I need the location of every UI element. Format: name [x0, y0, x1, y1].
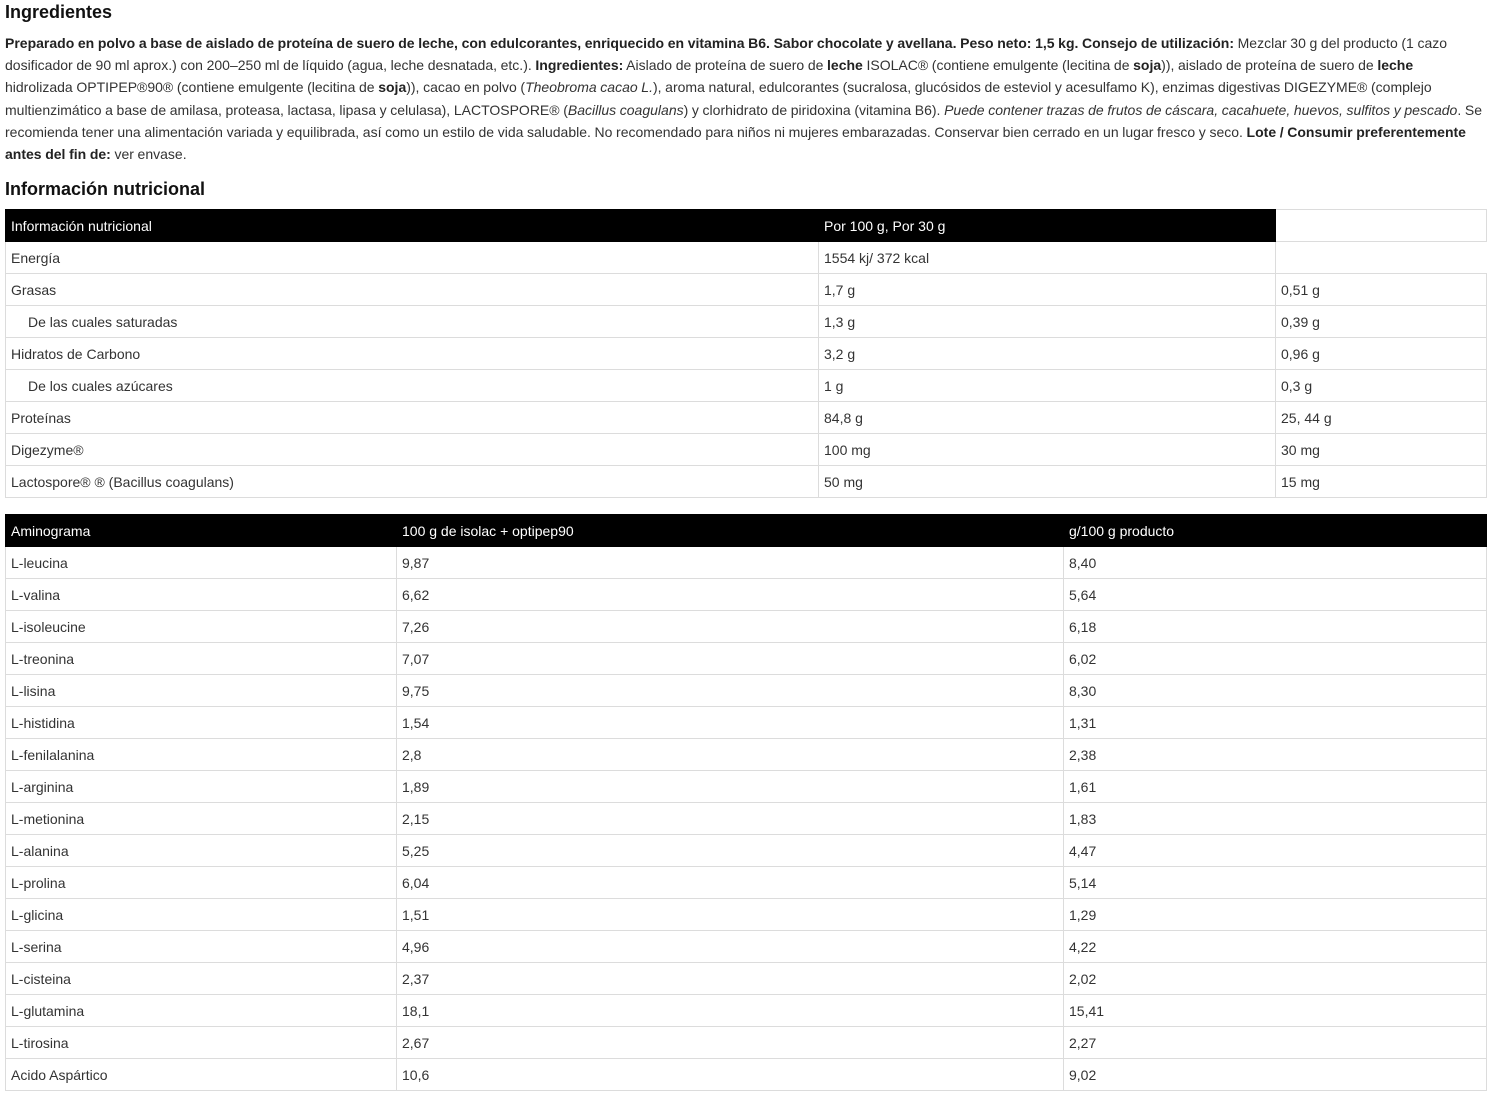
allergen-soja: soja [1133, 57, 1162, 74]
value-isolac-optipep: 6,62 [397, 579, 1064, 611]
table-row [6, 771, 1487, 803]
ingredients-text: ISOLAC® (contiene emulgente (lecitina de [862, 57, 1134, 74]
lot-label: Lote / Consumir preferentemente antes del fin de: [5, 123, 1466, 163]
value-isolac-optipep: 18,1 [397, 995, 1064, 1027]
column-header: Información nutricional [6, 210, 819, 242]
table-row [6, 242, 1487, 274]
value-per-100g: 1 g [819, 370, 1276, 402]
amino-acid-name: L-arginina [6, 771, 397, 803]
table-row [6, 402, 1487, 434]
amino-acid-name: L-metionina [6, 803, 397, 835]
value-isolac-optipep: 2,8 [397, 739, 1064, 771]
value-isolac-optipep: 7,26 [397, 611, 1064, 643]
species-name: Bacillus coagulans [567, 101, 684, 118]
amino-acid-name: L-tirosina [6, 1027, 397, 1059]
amino-acid-name: Acido Aspártico [6, 1059, 397, 1091]
amino-acid-name: L-treonina [6, 643, 397, 675]
value-per-100g-product: 15,41 [1064, 995, 1487, 1027]
table-row [6, 1059, 1487, 1091]
value-per-100g-product: 6,02 [1064, 643, 1487, 675]
aminogram-table-body [6, 547, 1487, 1091]
value-per-100g-product: 1,83 [1064, 803, 1487, 835]
table-row [6, 547, 1487, 579]
value-isolac-optipep: 1,89 [397, 771, 1064, 803]
ingredients-text: ), aroma natural, edulcorantes (sucralosa, glucósidos de esteviol y acesulfamo K), enzimas digestivas DIGEZYME® (complejo multienzimático a base de amilasa, proteasa, lactasa, lipasa y celulasa), LACTOSPORE® ( [5, 79, 1432, 118]
amino-acid-name: L-isoleucine [6, 611, 397, 643]
value-isolac-optipep: 5,25 [397, 835, 1064, 867]
value-isolac-optipep: 2,67 [397, 1027, 1064, 1059]
value-per-30g [1276, 242, 1487, 274]
ingredients-paragraph [5, 32, 1483, 165]
column-header-empty [1276, 210, 1487, 242]
value-isolac-optipep: 9,75 [397, 675, 1064, 707]
amino-acid-name: L-cisteina [6, 963, 397, 995]
nutrient-name: De los cuales azúcares [6, 370, 819, 402]
value-isolac-optipep: 1,54 [397, 707, 1064, 739]
value-per-100g: 100 mg [819, 434, 1276, 466]
table-row [6, 611, 1487, 643]
nutrient-name: Digezyme® [6, 434, 819, 466]
value-per-100g-product: 2,38 [1064, 739, 1487, 771]
value-per-100g-product: 5,14 [1064, 867, 1487, 899]
value-per-100g-product: 2,02 [1064, 963, 1487, 995]
nutrient-name: De las cuales saturadas [6, 306, 819, 338]
value-per-100g: 1,7 g [819, 274, 1276, 306]
amino-acid-name: L-leucina [6, 547, 397, 579]
value-per-30g: 15 mg [1276, 466, 1487, 498]
value-per-100g: 1,3 g [819, 306, 1276, 338]
table-row [6, 835, 1487, 867]
value-isolac-optipep: 2,15 [397, 803, 1064, 835]
ingredients-text: . Se recomienda tener una alimentación variada y equilibrada, así como un estilo de vida saludable. No recomendado para niños ni mujeres embarazadas. Conservar bien cerrado en un lugar fresco y seco. [5, 101, 1482, 140]
allergen-leche: leche [827, 57, 863, 74]
table-row [6, 274, 1487, 306]
ingredients-text: )), cacao en polvo ( [406, 79, 526, 96]
value-per-100g-product: 1,61 [1064, 771, 1487, 803]
value-per-100g-product: 6,18 [1064, 611, 1487, 643]
value-per-100g: 3,2 g [819, 338, 1276, 370]
table-row [6, 370, 1487, 402]
amino-acid-name: L-histidina [6, 707, 397, 739]
value-per-30g: 0,51 g [1276, 274, 1487, 306]
amino-acid-name: L-alanina [6, 835, 397, 867]
nutrition-table [5, 209, 1487, 498]
table-row [6, 707, 1487, 739]
allergen-leche: leche [1377, 57, 1414, 74]
amino-acid-name: L-lisina [6, 675, 397, 707]
table-row [6, 739, 1487, 771]
value-isolac-optipep: 6,04 [397, 867, 1064, 899]
table-row [6, 675, 1487, 707]
product-description-bold: Preparado en polvo a base de aislado de proteína de suero de leche, con edulcorantes, enriquecido en vitamina B6. Sabor chocolate y avellana. Peso neto: 1,5 kg. Consejo de utilización: [5, 35, 1234, 51]
value-per-100g-product: 1,31 [1064, 707, 1487, 739]
species-name: Theobroma cacao L. [525, 79, 653, 96]
table-row [6, 306, 1487, 338]
value-isolac-optipep: 1,51 [397, 899, 1064, 931]
table-row [6, 995, 1487, 1027]
ingredients-text: )), aislado de proteína de suero de [1161, 57, 1378, 74]
value-per-100g: 84,8 g [819, 402, 1276, 434]
value-per-100g-product: 8,30 [1064, 675, 1487, 707]
value-per-100g-product: 8,40 [1064, 547, 1487, 579]
amino-acid-name: L-glutamina [6, 995, 397, 1027]
table-row [6, 338, 1487, 370]
column-header: Por 100 g, Por 30 g [819, 210, 1276, 242]
ingredients-text: hidrolizada OPTIPEP®90® (contiene emulgente (lecitina de [5, 79, 379, 96]
amino-acid-name: L-fenilalanina [6, 739, 397, 771]
column-header: 100 g de isolac + optipep90 [397, 515, 1064, 547]
value-isolac-optipep: 10,6 [397, 1059, 1064, 1091]
amino-acid-name: L-glicina [6, 899, 397, 931]
value-per-30g: 30 mg [1276, 434, 1487, 466]
table-row [6, 643, 1487, 675]
nutrition-heading: Información nutricional [5, 179, 206, 200]
ingredients-label: Ingredientes: [535, 57, 624, 74]
table-row [6, 1027, 1487, 1059]
nutrient-name: Hidratos de Carbono [6, 338, 819, 370]
allergen-soja: soja [378, 79, 407, 96]
value-per-30g: 0,39 g [1276, 306, 1487, 338]
table-row [6, 803, 1487, 835]
usage-text: Mezclar 30 g del producto (1 cazo dosificador de 90 ml aprox.) con 200–250 ml de líquido (agua, leche desnatada, etc.). [5, 35, 1448, 74]
value-isolac-optipep: 4,96 [397, 931, 1064, 963]
value-isolac-optipep: 7,07 [397, 643, 1064, 675]
value-per-100g-product: 4,47 [1064, 835, 1487, 867]
product-info-section [5, 0, 1486, 1091]
nutrient-name: Lactospore® ® (Bacillus coagulans) [6, 466, 819, 498]
value-per-30g: 25, 44 g [1276, 402, 1487, 434]
column-header: Aminograma [6, 515, 397, 547]
table-row [6, 579, 1487, 611]
value-isolac-optipep: 9,87 [397, 547, 1064, 579]
ingredients-text: Aislado de proteína de suero de [623, 57, 828, 74]
amino-acid-name: L-serina [6, 931, 397, 963]
column-header: g/100 g producto [1064, 515, 1487, 547]
value-per-100g: 1554 kj/ 372 kcal [819, 242, 1276, 274]
table-row [6, 899, 1487, 931]
lot-text: ver envase. [110, 146, 187, 163]
table-row [6, 867, 1487, 899]
nutrient-name: Energía [6, 242, 819, 274]
value-per-30g: 0,96 g [1276, 338, 1487, 370]
table-row [6, 963, 1487, 995]
table-header-row [6, 515, 1487, 547]
nutrient-name: Grasas [6, 274, 819, 306]
value-per-100g-product: 9,02 [1064, 1059, 1487, 1091]
nutrient-name: Proteínas [6, 402, 819, 434]
table-row [6, 931, 1487, 963]
value-per-100g: 50 mg [819, 466, 1276, 498]
nutrition-table-body [6, 242, 1487, 498]
table-row [6, 466, 1487, 498]
ingredients-text: ) y clorhidrato de piridoxina (vitamina B6). [683, 101, 945, 118]
aminogram-table [5, 514, 1487, 1091]
value-per-100g-product: 2,27 [1064, 1027, 1487, 1059]
value-per-100g-product: 4,22 [1064, 931, 1487, 963]
traces-warning: Puede contener trazas de frutos de cáscara, cacahuete, huevos, sulfitos y pescado [944, 101, 1458, 118]
amino-acid-name: L-prolina [6, 867, 397, 899]
value-per-100g-product: 1,29 [1064, 899, 1487, 931]
amino-acid-name: L-valina [6, 579, 397, 611]
value-isolac-optipep: 2,37 [397, 963, 1064, 995]
value-per-100g-product: 5,64 [1064, 579, 1487, 611]
table-header-row [6, 210, 1487, 242]
table-row [6, 434, 1487, 466]
value-per-30g: 0,3 g [1276, 370, 1487, 402]
ingredients-heading: Ingredientes [5, 2, 113, 22]
